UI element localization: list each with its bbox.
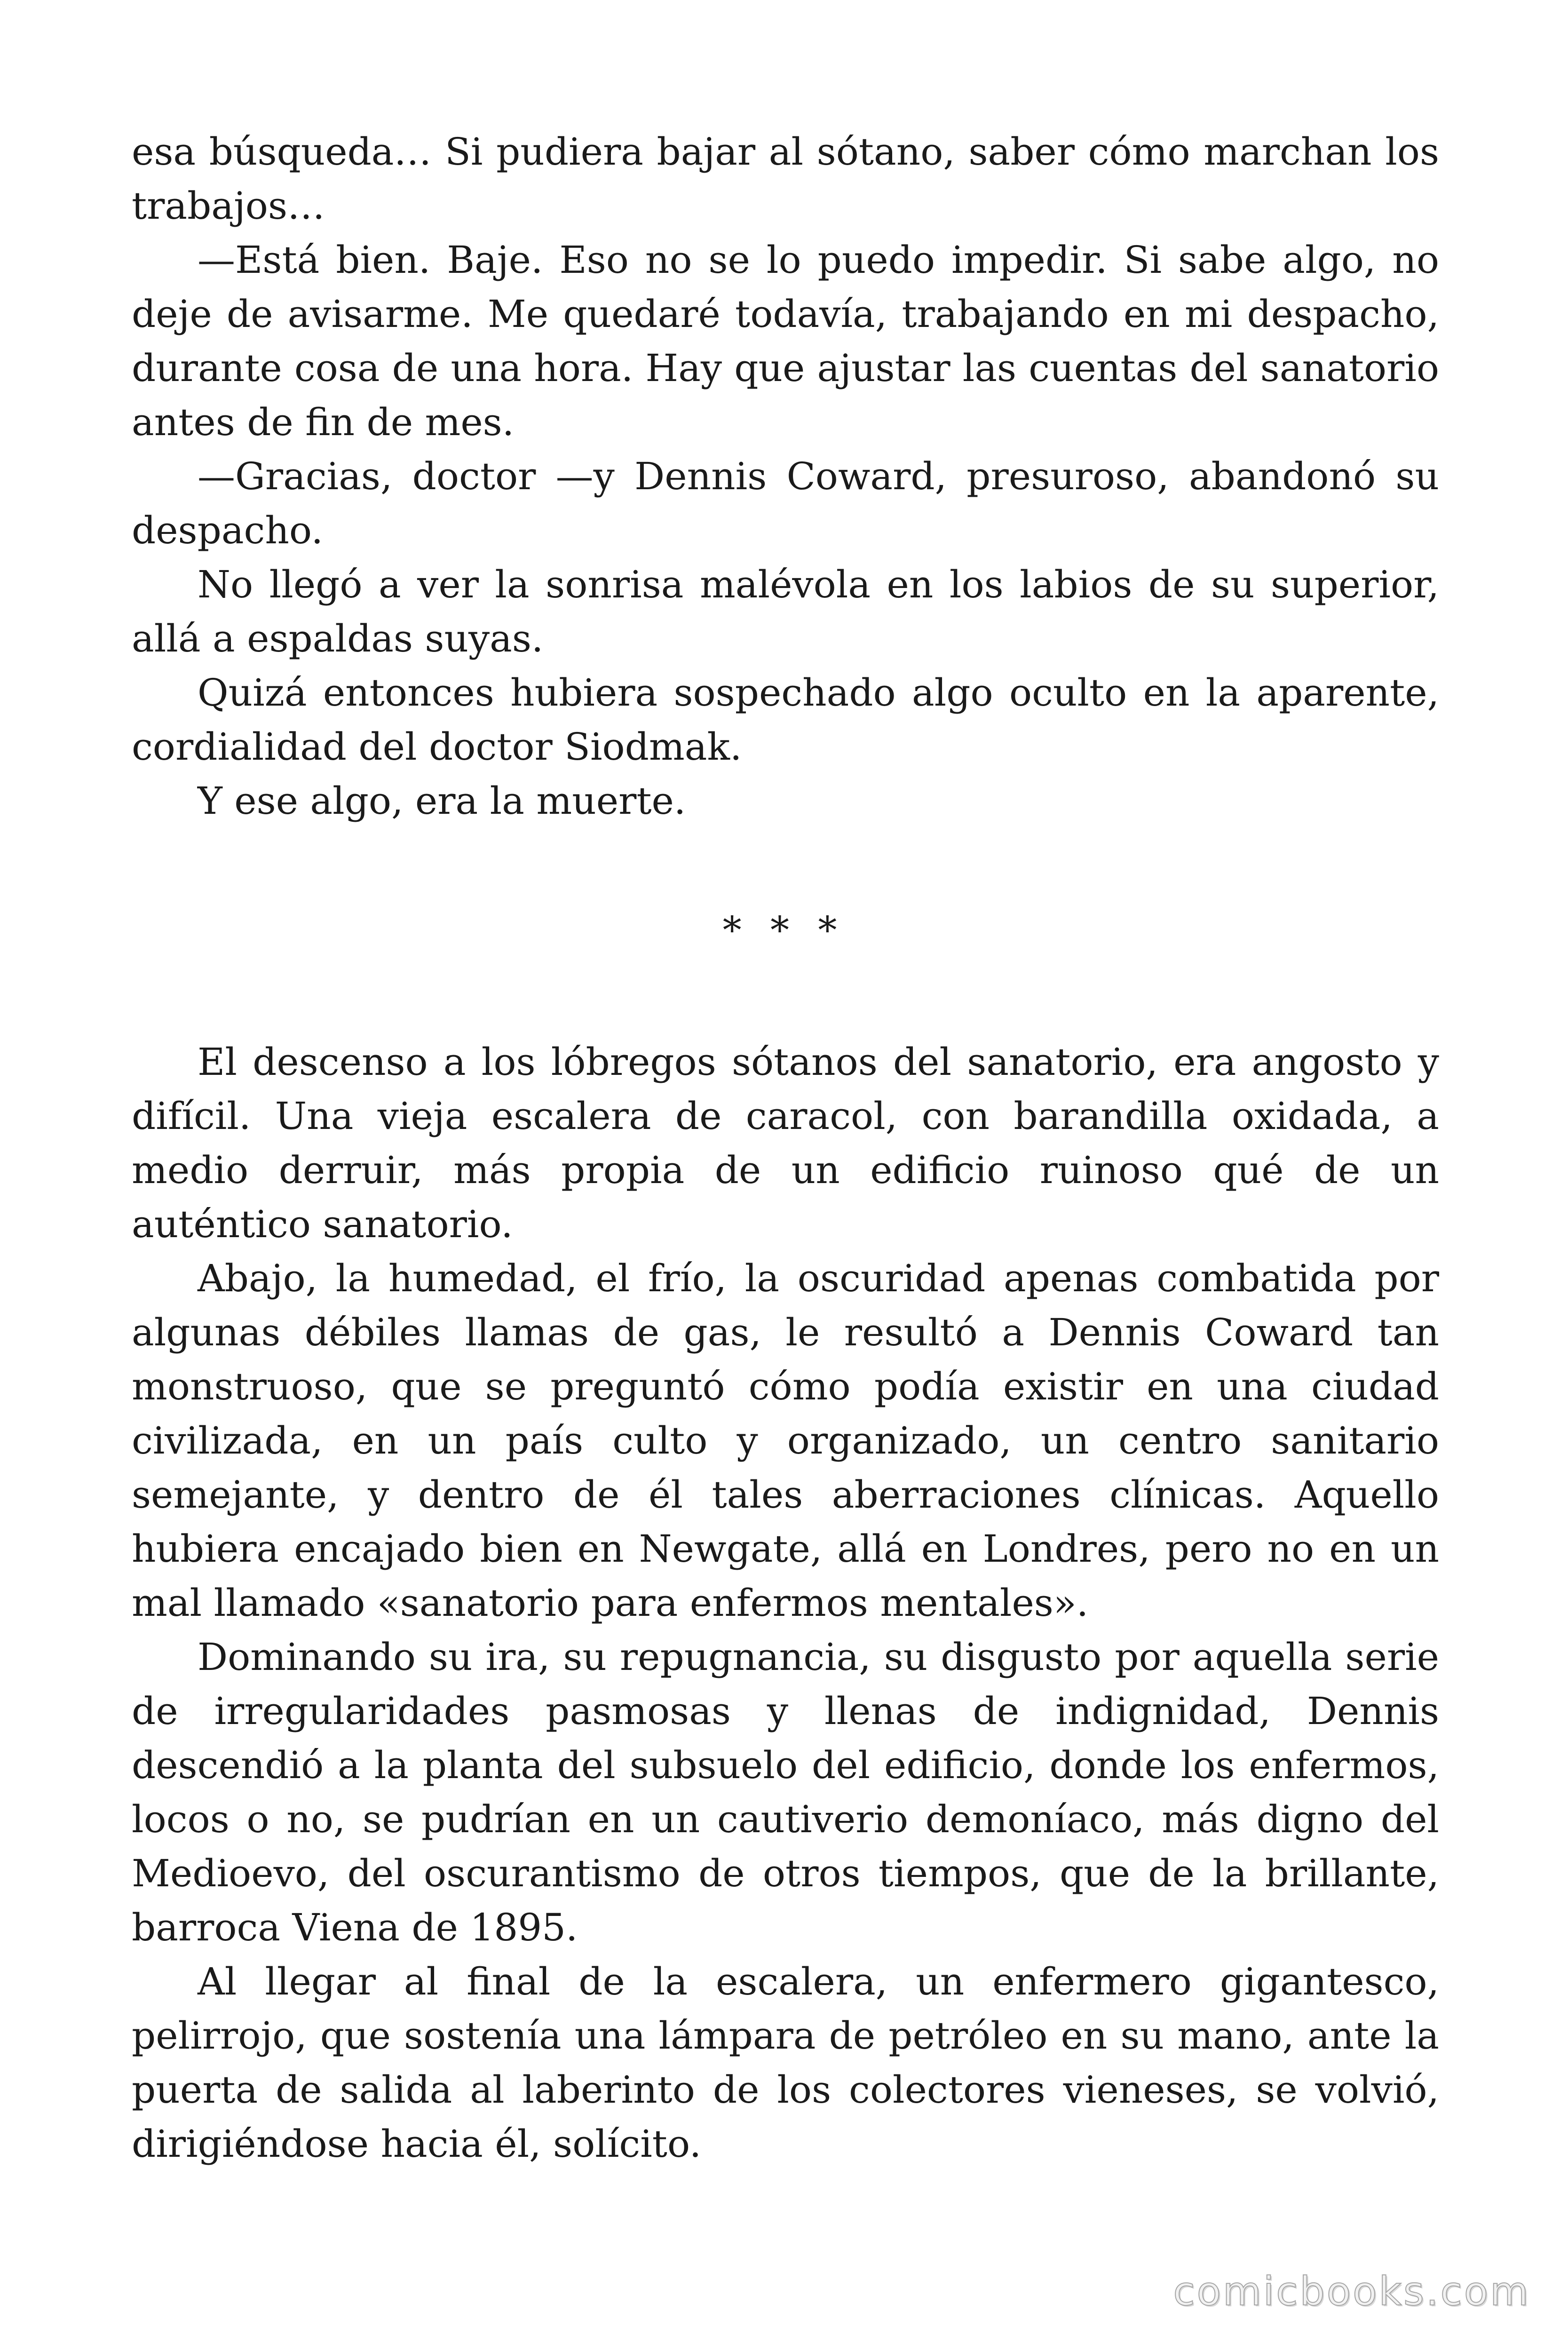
paragraph: esa búsqueda… Si pudiera bajar al sótano, saber cómo marchan los trabajos… (132, 130, 1439, 228)
text-section-top (132, 125, 1439, 828)
paragraph: El descenso a los lóbregos sótanos del sanatorio, era angosto y difícil. Una vieja escalera de caracol, con barandilla oxidada, a medio derruir, más propia de un edificio ruinoso qué de un auténtico sanatorio. (132, 1040, 1439, 1246)
paragraph: Dominando su ira, su repugnancia, su disgusto por aquella serie de irregularidades pasmosas y llenas de indignidad, Dennis descendió a la planta del subsuelo del edificio, donde los enfermos, locos o no, se pudrían en un cautiverio demoníaco, más digno del Medioevo, del oscurantismo de otros tiempos, que de la brillante, barroca Viena de 1895. (132, 1635, 1439, 1949)
paragraph: Abajo, la humedad, el frío, la oscuridad apenas combatida por algunas débiles llamas de gas, le resultó a Dennis Coward tan monstruoso, que se preguntó cómo podía existir en una ciudad civilizada, en un país culto y organizado, un centro sanitario semejante, y dentro de él tales aberraciones clínicas. Aquello hubiera encajado bien en Newgate, allá en Londres, pero no en un mal llamado «sanatorio para enfermos mentales». (132, 1256, 1439, 1625)
paragraph: Y ese algo, era la muerte. (198, 779, 686, 823)
paragraph: Quizá entonces hubiera sospechado algo oculto en la aparente, cordialidad del doctor Siodmak. (132, 671, 1439, 769)
paragraph: —Gracias, doctor —y Dennis Coward, presuroso, abandonó su despacho. (132, 454, 1439, 552)
paragraph: —Está bien. Baje. Eso no se lo puedo impedir. Si sabe algo, no deje de avisarme. Me quedaré todavía, trabajando en mi despacho, durante cosa de una hora. Hay que ajustar las cuentas del sanatorio antes de fin de mes. (132, 238, 1439, 444)
watermark: comicbooks.com (1173, 2268, 1530, 2314)
paragraph: No llegó a ver la sonrisa malévola en los labios de su superior, allá a espaldas suyas. (132, 563, 1439, 660)
paragraph: Al llegar al final de la escalera, un enfermero gigantesco, pelirrojo, que sostenía una lámpara de petróleo en su mano, ante la puerta de salida al laberinto de los colectores vieneses, se volvió, dirigiéndose hacia él, solícito. (132, 1960, 1439, 2166)
section-separator: * * * (722, 908, 846, 952)
text-section-bottom (132, 1035, 1439, 2171)
